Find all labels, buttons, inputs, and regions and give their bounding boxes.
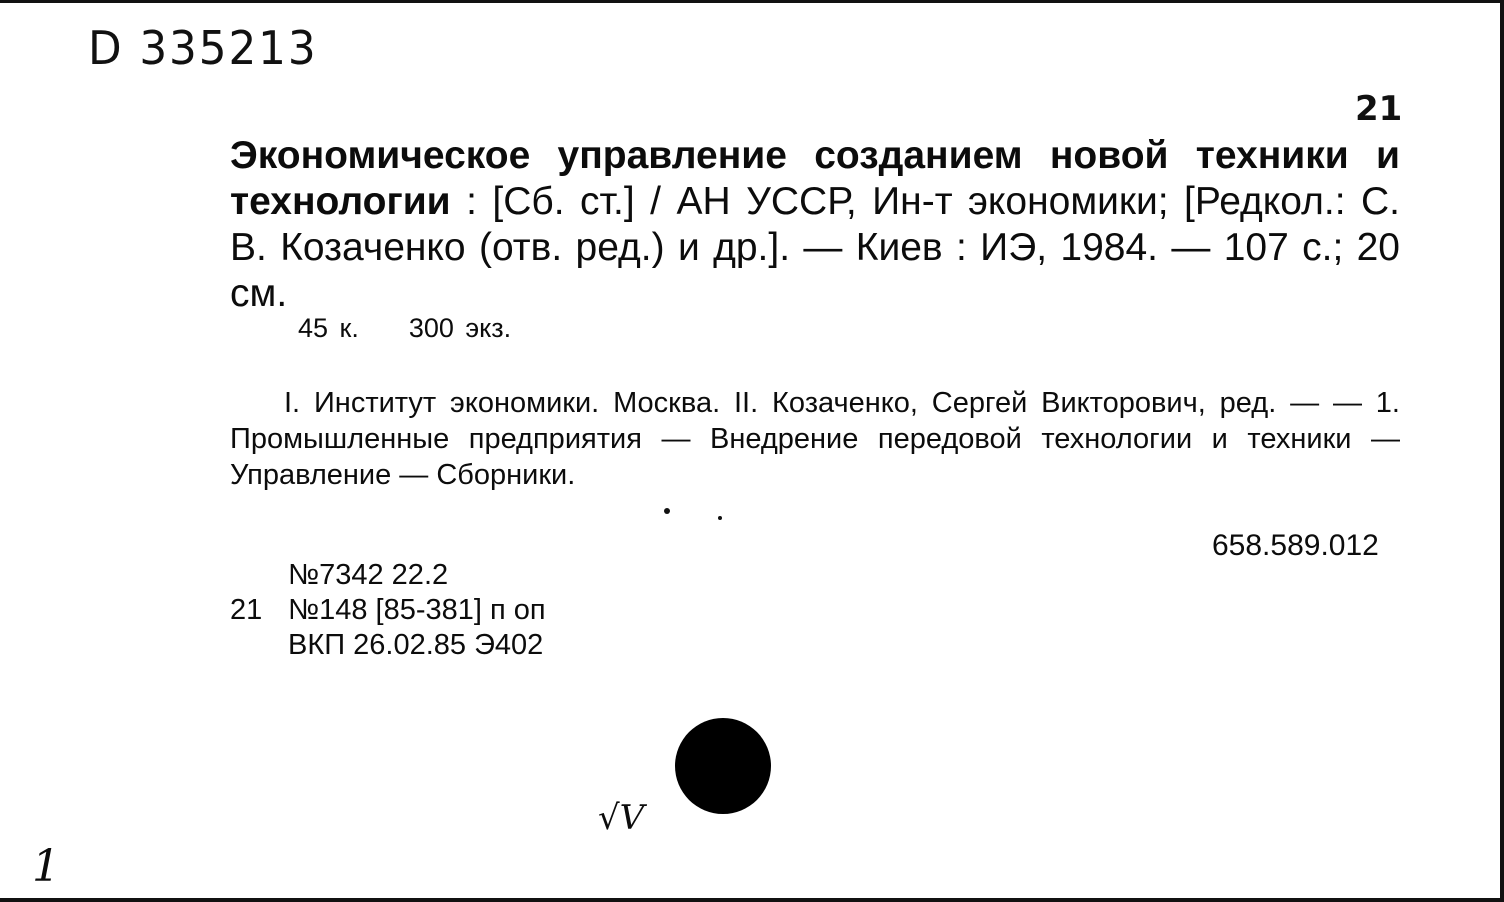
registration-codes (230, 558, 546, 663)
ink-speck (664, 508, 670, 514)
price: 45 к. (298, 313, 359, 343)
publication-details: : [Сб. ст.] / АН УССР, Ин-т экономики; [Редкол.: С. В. Козаченко (отв. ред.) и др.]. — Киев : ИЭ, 1984. — 107 с.; 20 см. (230, 180, 1400, 315)
code-text: №7342 22.2 (288, 559, 449, 591)
handwritten-mark: √V (598, 798, 645, 838)
bibliographic-entry (230, 133, 1400, 317)
code-prefix: 21 (230, 594, 263, 626)
code-row (230, 558, 546, 593)
punch-hole (675, 718, 771, 814)
code-prefix (230, 628, 288, 663)
code-text: №148 [85-381] п оп (288, 594, 546, 626)
code-text: ВКП 26.02.85 Э402 (288, 629, 544, 661)
call-number: D 335213 (88, 21, 318, 75)
code-row (230, 628, 546, 663)
corner-number: 1 (32, 841, 60, 892)
print-run: 300 экз. (408, 313, 512, 343)
subject-headings: I. Институт экономики. Москва. II. Козаченко, Сергей Викторович, ред. — — 1. Промышленные предприятия — Внедрение передовой технологии и техники — Управление — Сборники. (230, 387, 1400, 491)
price-line (298, 313, 561, 344)
udc-code: 658.589.012 (1212, 529, 1379, 562)
index-number: 21 (1355, 89, 1403, 129)
code-prefix (230, 558, 288, 593)
code-row (230, 593, 546, 628)
title-text: Экономическое управление созданием новой техники и технологии (230, 134, 1400, 223)
ink-speck (718, 516, 722, 520)
